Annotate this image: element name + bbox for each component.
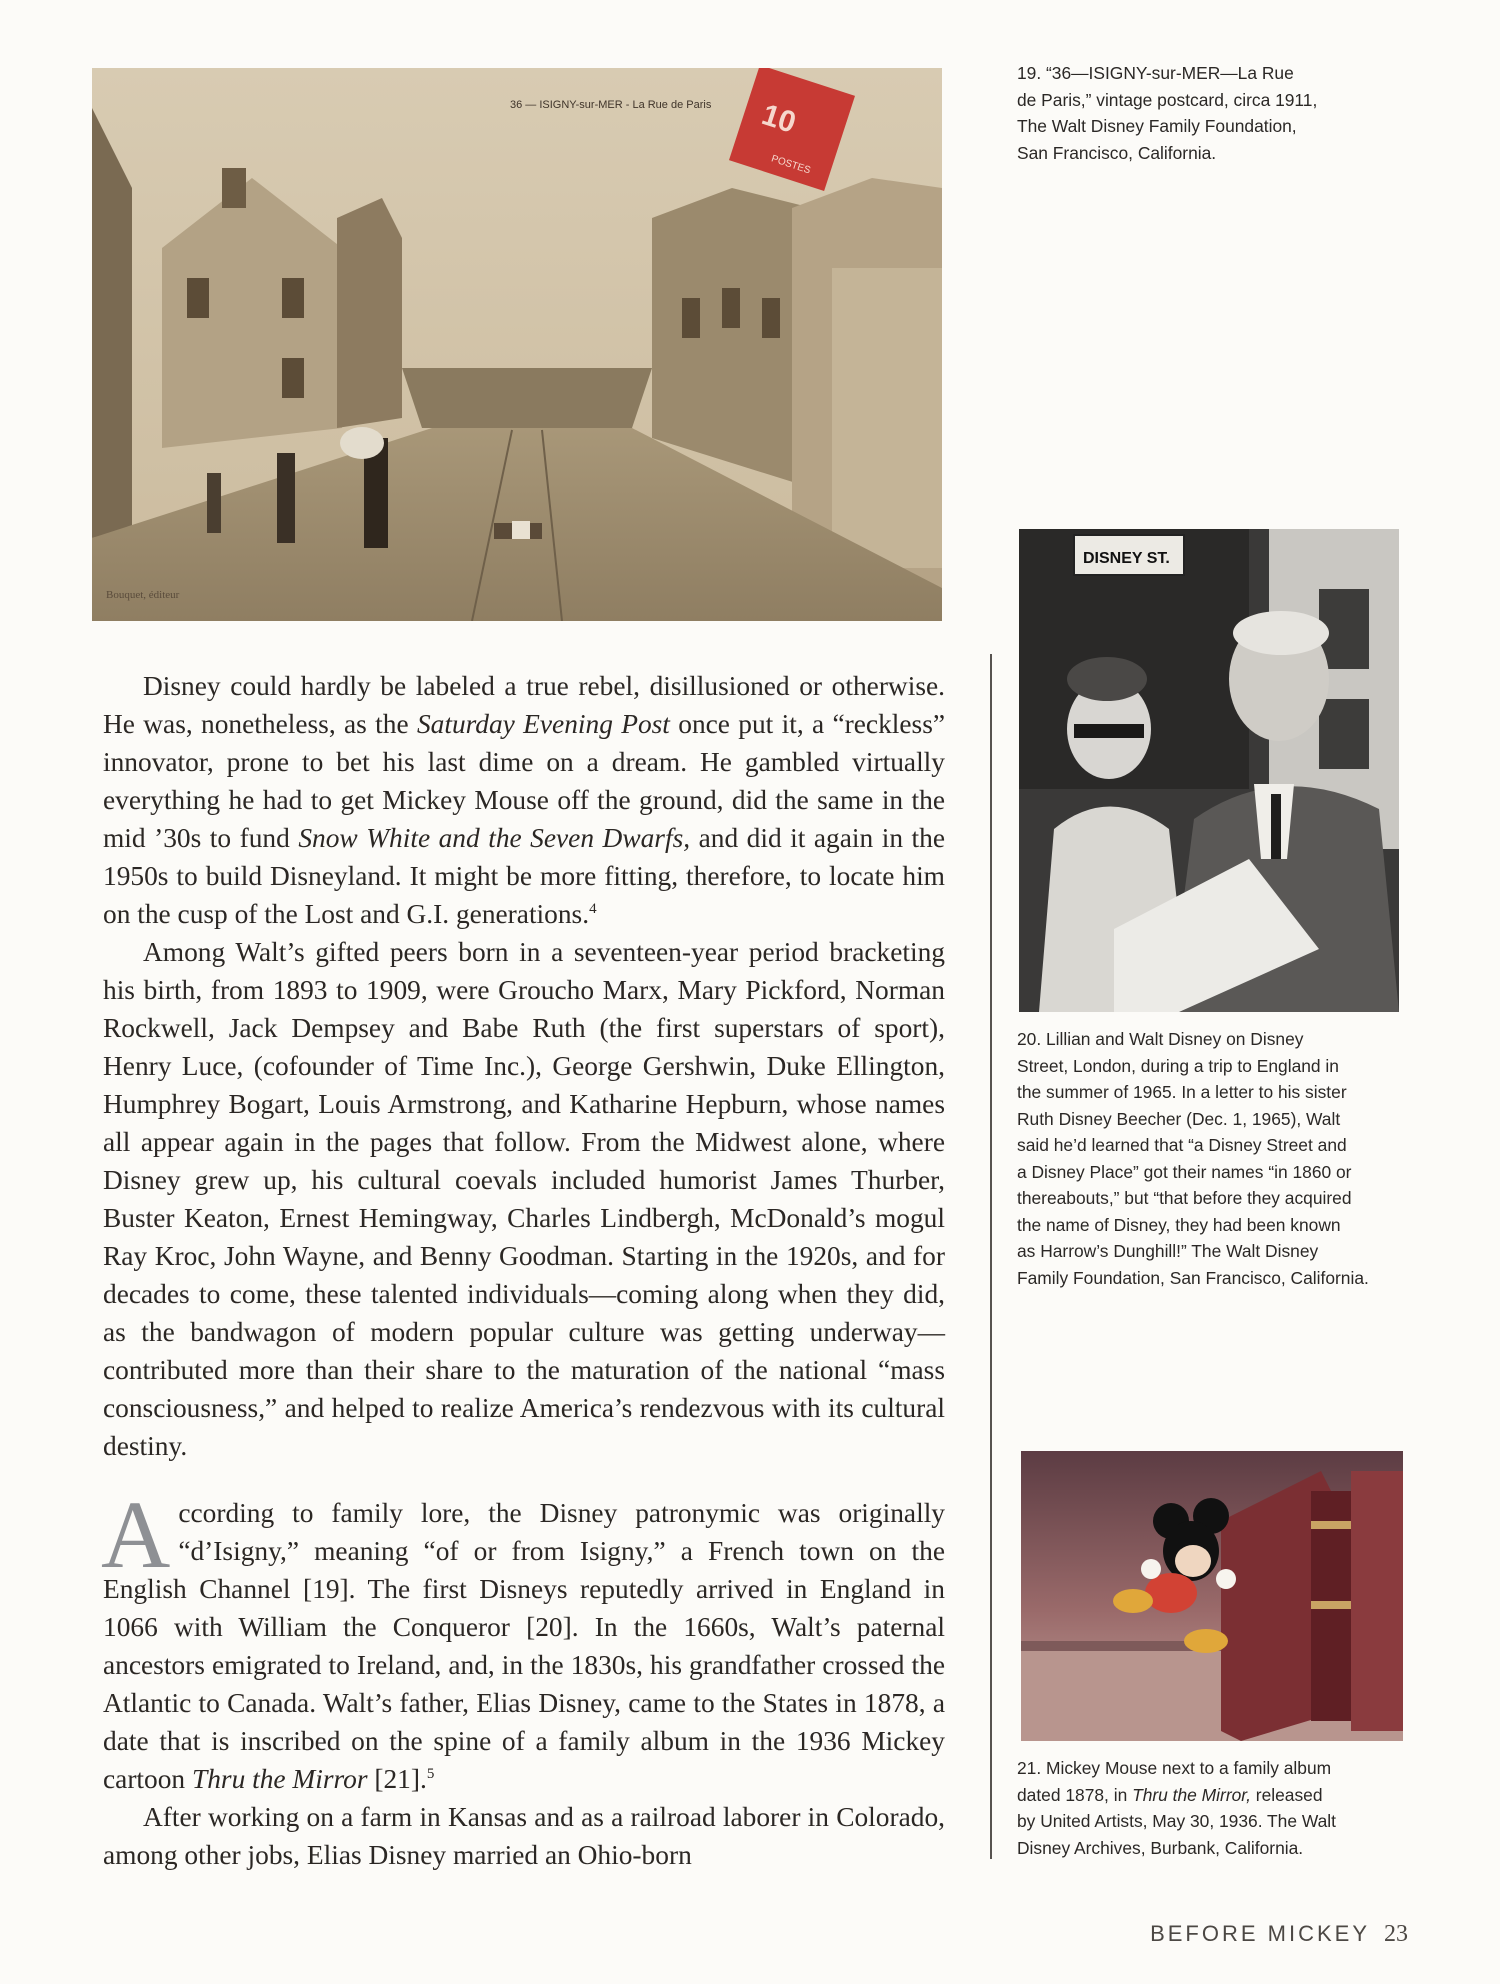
publication-title: Saturday Evening Post bbox=[416, 709, 670, 739]
caption-line: thereabouts,” but “that before they acquired bbox=[1017, 1188, 1352, 1208]
caption-line: The Walt Disney Family Foundation, bbox=[1017, 116, 1297, 136]
caption-text: released bbox=[1250, 1784, 1323, 1805]
page-number: 23 bbox=[1384, 1921, 1408, 1947]
caption-line: 20. Lillian and Walt Disney on Disney bbox=[1017, 1029, 1304, 1049]
disney-street-photo bbox=[1019, 529, 1399, 1012]
caption-line: 21. Mickey Mouse next to a family album bbox=[1017, 1758, 1332, 1778]
postcard-printed-caption: 36 — ISIGNY-sur-MER - La Rue de Paris bbox=[510, 99, 712, 111]
endnote-ref: 5 bbox=[426, 1765, 435, 1782]
caption-line: Ruth Disney Beecher (Dec. 1, 1965), Walt bbox=[1017, 1108, 1341, 1129]
caption-line bbox=[1017, 1782, 1412, 1809]
body-text-upper bbox=[103, 667, 945, 1465]
text-run: ccording to family lore, the Disney patronymic was originally “d’Isigny,” meaning “of or from Isigny,” a French town on the English Channel [19]. The first Disneys reputedly arrived in England in 1066 with William the Conqueror [20]. In the 1660s, Walt’s paternal ancestors emigrated to Ireland, and, in the 1830s, his grandfather crossed the Atlantic to Canada. Walt’s father, Elias Disney, came to the States in 1878, a date that is inscribed on the spine of a family album in the 1936 Mickey cartoon bbox=[103, 1498, 945, 1794]
column-divider bbox=[990, 654, 992, 1859]
drop-cap: A bbox=[101, 1481, 171, 1588]
paragraph-elias: After working on a farm in Kansas and as a railroad laborer in Colorado, among other jobs, Elias Disney married an Ohio-born bbox=[103, 1802, 945, 1870]
caption-line: 19. “36—ISIGNY-sur-MER—La Rue bbox=[1017, 63, 1294, 83]
caption-line: Disney Archives, Burbank, California. bbox=[1017, 1837, 1304, 1858]
thru-the-mirror-still bbox=[1021, 1451, 1403, 1741]
film-title: Thru the Mirror, bbox=[1132, 1784, 1251, 1805]
postcard-photo bbox=[92, 68, 942, 621]
stamp-text: POSTES bbox=[769, 153, 812, 177]
page-footer bbox=[1150, 1921, 1408, 1948]
caption-line: by United Artists, May 30, 1936. The Walt bbox=[1017, 1811, 1336, 1831]
caption-line: the name of Disney, they had been known bbox=[1017, 1214, 1341, 1235]
stamp-value: 10 bbox=[757, 98, 800, 140]
street-sign-text: DISNEY ST. bbox=[1083, 550, 1170, 567]
endnote-ref: 4 bbox=[589, 900, 597, 917]
caption-line: de Paris,” vintage postcard, circa 1911, bbox=[1017, 89, 1318, 110]
caption-text: dated 1878, in bbox=[1017, 1784, 1133, 1805]
running-head: BEFORE MICKEY bbox=[1150, 1921, 1370, 1946]
caption-line: as Harrow’s Dunghill!” The Walt Disney bbox=[1017, 1241, 1319, 1261]
film-title: Snow White and the Seven Dwarfs, bbox=[298, 823, 691, 853]
text-run: Disney could hardly be labeled a true rebel, disillusioned or otherwise. He was, nonetheless, as the bbox=[103, 671, 945, 739]
text-run: once put it, a “reckless” innovator, prone to bet his last dime on a dream. He gambled virtually everything he had to get Mickey Mouse off the ground, did the same in the mid ’30s to fund bbox=[103, 709, 946, 853]
paragraph-rebel bbox=[103, 667, 945, 933]
paragraph-peers: Among Walt’s gifted peers born in a seventeen-year period bracketing his birth, from 1893 to 1909, were Groucho Marx, Mary Pickford, Norman Rockwell, Jack Dempsey and Babe Ruth (the first superstars of sport), Henry Luce, (cofounder of Time Inc.), George Gershwin, Duke Ellington, Humphrey Bogart, Louis Armstrong, and Katharine Hepburn, whose names all appear again in the pages that follow. From the Midwest alone, where Disney grew up, his cultural coevals included humorist James Thurber, Buster Keaton, Ernest Hemingway, Charles Lindbergh, McDonald’s mogul Ray Kroc, John Wayne, and Benny Goodman. Starting in the 1920s, and for decades to come, these talented individuals—coming along when they did, as the bandwagon of modern popular culture was getting underway—contributed more than their share to the maturation of the national “mass consciousness,” and helped to realize America’s rendezvous with its cultural destiny. bbox=[103, 937, 945, 1461]
caption-fig-21 bbox=[1017, 1755, 1412, 1861]
caption-line: a Disney Place” got their names “in 1860 or bbox=[1017, 1161, 1352, 1182]
text-run: [21]. bbox=[367, 1764, 427, 1794]
paragraph-family-lore bbox=[101, 1481, 945, 1798]
film-title: Thru the Mirror bbox=[191, 1764, 368, 1794]
caption-fig-19 bbox=[1017, 60, 1412, 166]
caption-line: Street, London, during a trip to England in bbox=[1017, 1055, 1339, 1076]
caption-line: Family Foundation, San Francisco, California. bbox=[1017, 1267, 1369, 1288]
text-run: and did it again in the 1950s to build Disneyland. It might be more fitting, therefore, to locate him on the cusp of the Lost and G.I. generations. bbox=[103, 823, 945, 929]
caption-line: the summer of 1965. In a letter to his sister bbox=[1017, 1082, 1347, 1102]
body-text-lower bbox=[101, 1481, 945, 1874]
caption-line: San Francisco, California. bbox=[1017, 142, 1217, 163]
caption-fig-20 bbox=[1017, 1026, 1412, 1291]
caption-line: said he’d learned that “a Disney Street and bbox=[1017, 1135, 1347, 1155]
postcard-publisher: Bouquet, éditeur bbox=[106, 589, 180, 601]
street-sign bbox=[1074, 535, 1184, 575]
